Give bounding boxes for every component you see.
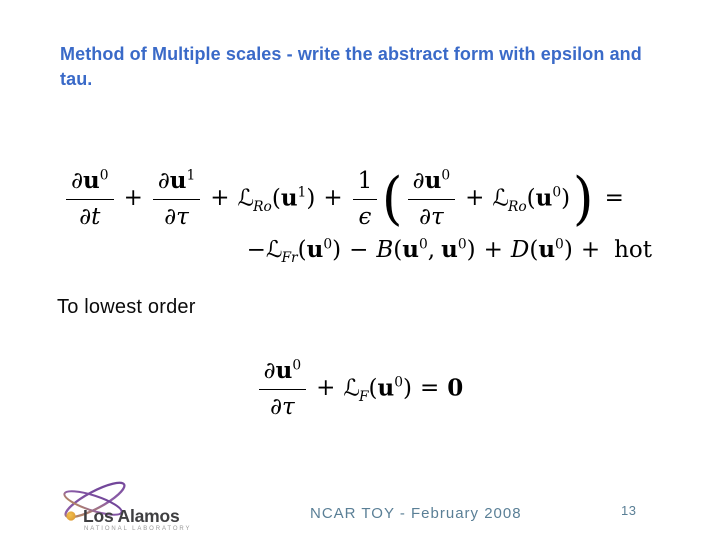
- eq-superscript: 0: [394, 374, 404, 391]
- eq-token-r: 1: [357, 168, 373, 194]
- eq-fraction: [408, 167, 455, 232]
- eq-token-op: +: [483, 236, 503, 263]
- eq-superscript: 0: [441, 167, 451, 184]
- eq-token-b: u: [441, 235, 458, 263]
- eq-token-i: ϵ: [358, 203, 372, 230]
- eq-fraction: [259, 357, 306, 422]
- equation-main-line2: [0, 236, 720, 268]
- eq-token-op: −: [349, 236, 369, 263]
- eq-token-txt: (: [526, 185, 536, 212]
- eq-token-scr: ℒ: [492, 185, 509, 212]
- eq-superscript: 0: [292, 357, 302, 374]
- eq-token-op: +: [123, 185, 143, 212]
- eq-token-b: u: [402, 235, 419, 263]
- eq-superscript: 0: [457, 235, 467, 252]
- eq-token-txt: (: [297, 236, 307, 263]
- eq-superscript: 0: [323, 235, 333, 252]
- eq-numerator: [66, 167, 113, 200]
- eq-token-op: =: [420, 375, 440, 402]
- page-number: 13: [621, 503, 637, 518]
- eq-token-big: ): [573, 164, 594, 232]
- eq-token-op: +: [580, 236, 601, 263]
- eq-token-big: (: [382, 164, 403, 232]
- eq-token-op: +: [465, 185, 485, 212]
- eq-token-txt: ): [561, 185, 571, 212]
- logo-sublabel: NATIONAL LABORATORY: [84, 526, 192, 532]
- eq-token-b: u: [83, 167, 100, 194]
- eq-token-scr: ℒ: [265, 236, 283, 263]
- equation-main-line1: [0, 164, 720, 232]
- eq-numerator: [153, 167, 200, 200]
- eq-token-txt: ): [403, 375, 413, 402]
- eq-token-op: +: [323, 185, 343, 212]
- eq-superscript: 0: [99, 167, 109, 184]
- eq-suberscript: F: [358, 388, 369, 405]
- eq-token-op: +: [316, 375, 336, 402]
- eq-token-scr: ℒ: [237, 185, 255, 212]
- eq-numerator: [408, 167, 455, 200]
- eq-fraction: [66, 167, 113, 232]
- eq-token-i: τ: [176, 203, 189, 230]
- eq-token-r: hot: [614, 236, 652, 263]
- eq-token-b: u: [424, 167, 442, 194]
- footer-caption: NCAR TOY - February 2008: [310, 505, 522, 522]
- eq-token-b: u: [169, 167, 187, 194]
- eq-token-txt: ): [332, 236, 342, 263]
- eq-token-b: u: [538, 235, 556, 263]
- eq-denominator: [66, 200, 113, 232]
- eq-token-b: u: [306, 235, 324, 263]
- eq-fraction: [353, 167, 378, 232]
- eq-token-i: t: [91, 203, 101, 230]
- eq-token-op: =: [604, 185, 624, 212]
- eq-numerator: [353, 167, 378, 200]
- eq-suberscript: Ro: [507, 198, 527, 215]
- equation-main: [0, 164, 720, 267]
- eq-denominator: [408, 200, 455, 232]
- eq-token-p: ∂: [71, 168, 84, 194]
- eq-token-p: ∂: [164, 203, 177, 230]
- eq-token-b: u: [535, 184, 553, 212]
- eq-token-p: ∂: [263, 358, 276, 384]
- eq-token-op: +: [210, 185, 230, 212]
- eq-token-b: u: [280, 184, 298, 212]
- eq-token-txt: (: [271, 185, 281, 212]
- eq-token-i: B: [376, 236, 394, 263]
- title-line-2: tau.: [60, 69, 93, 89]
- eq-token-txt: ): [306, 185, 316, 212]
- eq-token-i: D: [510, 236, 530, 263]
- eq-token-p: ∂: [270, 393, 282, 420]
- eq-suberscript: Fr: [281, 250, 298, 267]
- logo-wordmark: Los Alamos: [83, 506, 180, 526]
- title-line-1: Method of Multiple scales - write the abstract form with epsilon and: [60, 44, 642, 64]
- los-alamos-logo: [55, 478, 195, 536]
- eq-token-txt: ): [563, 236, 573, 263]
- eq-superscript: 0: [552, 184, 562, 201]
- eq-token-i: τ: [281, 393, 295, 420]
- eq-token-p: ∂: [419, 203, 431, 230]
- eq-token-b: u: [275, 357, 293, 384]
- page-title: [60, 42, 700, 92]
- eq-token-p: ∂: [412, 168, 425, 194]
- eq-denominator: [259, 390, 306, 422]
- body-text-lowest-order: To lowest order: [57, 296, 196, 318]
- eq-numerator: [259, 357, 306, 390]
- eq-denominator: [153, 200, 200, 232]
- eq-token-b: 0: [447, 374, 464, 402]
- eq-superscript: 1: [186, 167, 196, 184]
- eq-token-p: ∂: [79, 203, 92, 230]
- eq-token-cm: ,: [427, 236, 436, 263]
- eq-superscript: 1: [297, 184, 307, 201]
- eq-suberscript: Ro: [253, 198, 272, 215]
- eq-token-txt: ): [466, 236, 476, 263]
- equation-lowest-order: [0, 357, 720, 422]
- eq-superscript: 0: [419, 235, 428, 252]
- eq-token-txt: (: [393, 236, 403, 263]
- eq-token-txt: (: [368, 375, 378, 402]
- eq-token-txt: −: [246, 236, 266, 263]
- eq-token-i: τ: [430, 203, 444, 230]
- eq-token-b: u: [377, 374, 395, 402]
- eq-denominator: [353, 200, 378, 232]
- eq-token-txt: (: [529, 236, 539, 263]
- eq-token-p: ∂: [157, 168, 170, 194]
- eq-fraction: [153, 167, 200, 232]
- eq-superscript: 0: [555, 235, 564, 252]
- eq-token-scr: ℒ: [343, 375, 360, 402]
